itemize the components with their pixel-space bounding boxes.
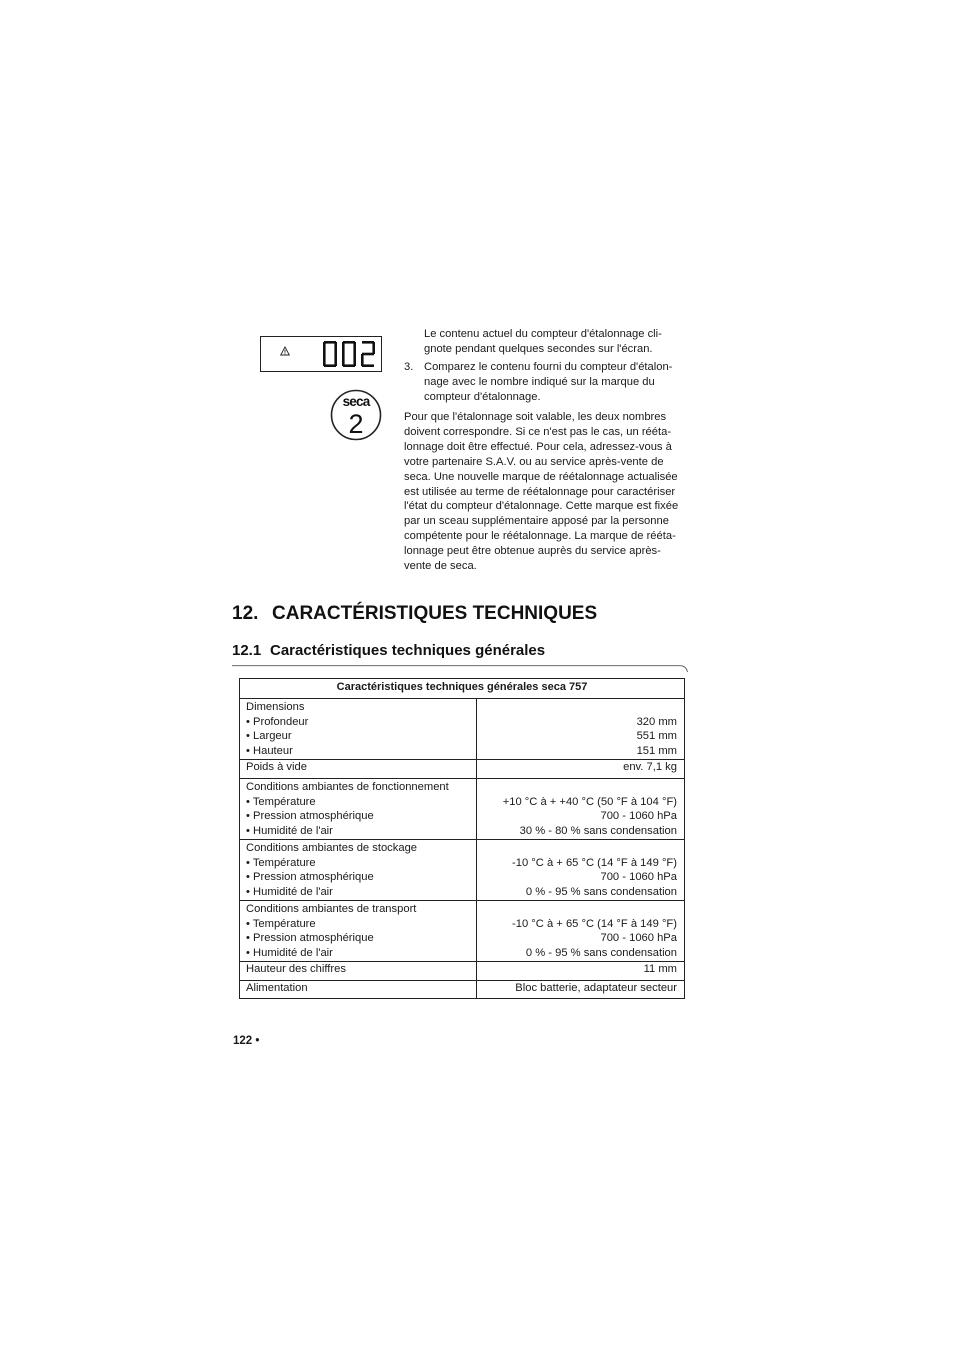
table-row: Conditions ambiantes de stockage • Température • Pression atmosphérique • Humidité de l'air -10 °C à + 65 °C (14 °F à 149 °F) 700 - 1060 hPa 0 % - 95 % sans condensation (240, 840, 685, 901)
table-row: Dimensions • Profondeur • Largeur • Hauteur 320 mm 551 mm 151 mm (240, 699, 685, 760)
table-caption: Caractéristiques techniques générales seca 757 (240, 679, 685, 699)
digit-segment (324, 364, 336, 367)
table-row: Hauteur des chiffres 11 mm (240, 962, 685, 981)
seca-seal-icon (330, 389, 382, 441)
seal-brand: seca (342, 394, 370, 409)
digit-segment (362, 353, 374, 356)
digit-segment (361, 354, 364, 366)
page-number: 122 • (233, 1035, 260, 1047)
digit-segment (372, 342, 375, 354)
digit-segment (353, 342, 356, 354)
table-caption-row (240, 679, 685, 699)
table-row: Alimentation Bloc batterie, adaptateur secteur (240, 981, 685, 999)
table-row: Conditions ambiantes de fonctionnement • Température • Pression atmosphérique • Humidité de l'air +10 °C à + +40 °C (50 °F à 104 °F) 700 - 1060 hPa 30 % - 80 % sans condensation (240, 779, 685, 840)
seal-number: 2 (348, 409, 364, 439)
digit-segment (342, 354, 345, 366)
subsection-heading: 12.1 Caractéristiques techniques générales (232, 642, 546, 659)
digit-segment (323, 342, 326, 354)
seven-segment-digits (323, 340, 377, 368)
heading-rule (232, 665, 688, 677)
digit-segment (334, 354, 337, 366)
digit-segment (362, 364, 374, 367)
step-number: 3. (404, 361, 414, 373)
digit-segment (343, 341, 355, 344)
specifications-table (239, 678, 685, 999)
digit-segment (343, 364, 355, 367)
digit-segment (334, 342, 337, 354)
table-row: Conditions ambiantes de transport • Température • Pression atmosphérique • Humidité de l'air -10 °C à + 65 °C (14 °F à 149 °F) 700 - 1060 hPa 0 % - 95 % sans condensation (240, 901, 685, 962)
table-row: Poids à vide env. 7,1 kg (240, 760, 685, 779)
calibration-counter-display (260, 336, 382, 372)
digit-segment (342, 342, 345, 354)
digit-segment (353, 354, 356, 366)
digit-segment (362, 341, 374, 344)
digit-segment (324, 341, 336, 344)
digit-segment (323, 354, 326, 366)
warning-triangle-icon (280, 346, 290, 356)
body-paragraph: Pour que l'étalonnage soit valable, les deux nombres doivent correspondre. Si ce n'est pas le cas, un rééta- lonnage doit être effectué. Pour cela, adressez-vous à votre partenaire S.A.V. ou au service après-vente de seca. Une nouvelle marque de réétalonnage actualisée est utilisée au terme de réétalonnage pour caractériser l'état du compteur d'étalonnage. Cette marque est fixée par un sceau supplémentaire apposé par la personne compétente pour le réétalonnage. La marque de rééta- lonnage peut être obtenue auprès du service après- vente de seca. (404, 411, 679, 573)
step-text: Comparez le contenu fourni du compteur d'étalon- nage avec le nombre indiqué sur la marque du compteur d'étalonnage. (424, 361, 673, 403)
intro-paragraph: Le contenu actuel du compteur d'étalonnage cli- gnote pendant quelques secondes sur l'écran. (424, 328, 662, 355)
section-heading: 12. CARACTÉRISTIQUES TECHNIQUES (232, 603, 598, 624)
